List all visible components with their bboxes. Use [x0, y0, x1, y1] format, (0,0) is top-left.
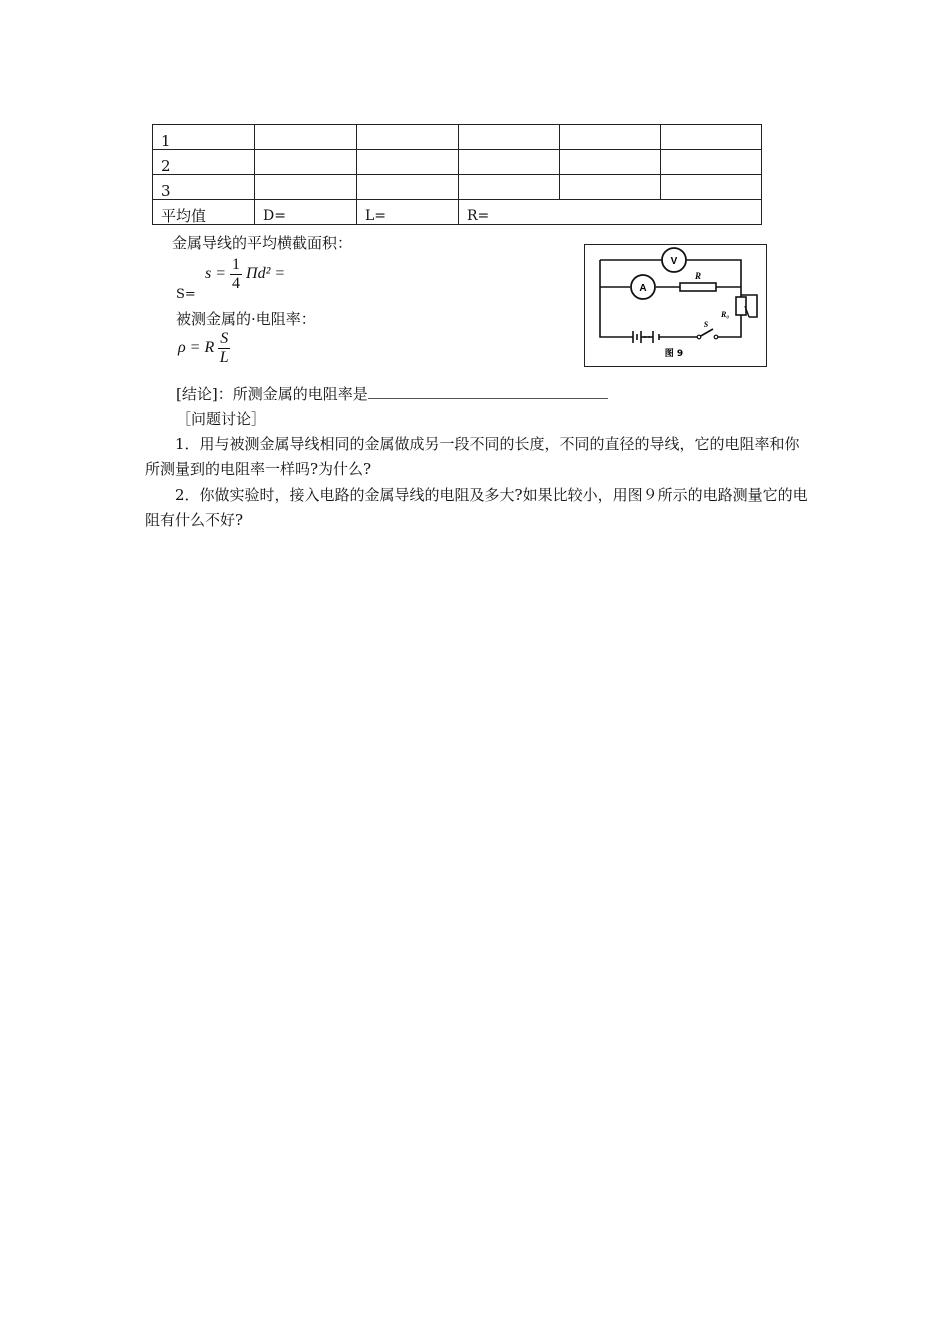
resistor-label: R	[694, 271, 702, 281]
resistivity-heading: 被测金属的·电阻率：	[176, 310, 316, 328]
table-cell	[255, 150, 357, 175]
table-cell	[560, 125, 661, 150]
resistivity-fraction	[218, 330, 230, 367]
area-frac-num: 1	[232, 256, 241, 273]
rheostat-label: R₀	[720, 310, 730, 319]
circuit-diagram	[585, 245, 766, 366]
average-row	[153, 200, 762, 225]
area-s-prefix: S=	[176, 287, 196, 302]
question-2: 2．你做实验时，接入电路的金属导线的电阻及多大?如果比较小，用图９所示的电路测量它的电阻有什么不好?	[145, 486, 808, 529]
area-lhs: s =	[205, 265, 227, 283]
average-r: R=	[459, 200, 762, 225]
measurement-table	[152, 124, 762, 225]
table-cell	[255, 125, 357, 150]
area-heading: 金属导线的平均横截面积：	[172, 234, 353, 252]
average-d: D=	[255, 200, 357, 225]
rheostat-icon	[736, 297, 746, 315]
table-cell	[661, 125, 762, 150]
battery-icon	[633, 331, 659, 343]
switch-icon	[697, 335, 701, 339]
table-cell	[459, 150, 560, 175]
table-row	[153, 125, 762, 150]
resistivity-formula	[178, 330, 230, 367]
area-rest: Πd² =	[246, 265, 286, 283]
area-fraction	[230, 256, 242, 293]
area-frac-den: 4	[232, 275, 241, 292]
resistivity-lhs: ρ = R	[178, 339, 215, 357]
voltmeter-label: V	[670, 256, 678, 267]
resistor-icon	[680, 283, 716, 291]
figure-caption: 图 9	[664, 349, 684, 359]
table-row	[153, 150, 762, 175]
table-cell	[560, 150, 661, 175]
table-cell	[357, 125, 459, 150]
table-cell	[357, 150, 459, 175]
answer-blank	[368, 384, 608, 399]
table-row	[153, 175, 762, 200]
table-cell	[255, 175, 357, 200]
row-label: 2	[153, 150, 255, 175]
switch-contact-icon	[714, 335, 718, 339]
discussion-heading: ［问题讨论］	[176, 410, 267, 428]
switch-label: S	[703, 320, 709, 329]
table-cell	[459, 125, 560, 150]
average-label: 平均值	[153, 200, 255, 225]
table-cell	[357, 175, 459, 200]
question-1: 1．用与被测金属导线相同的金属做成另一段不同的长度，不同的直径的导线，它的电阻率和你所测量到的电阻率一样吗?为什么?	[145, 435, 800, 478]
row-label: 1	[153, 125, 255, 150]
table-cell	[560, 175, 661, 200]
ammeter-label: A	[639, 283, 647, 294]
average-l: L=	[357, 200, 459, 225]
conclusion-line	[176, 383, 608, 405]
conclusion-label: [结论]：所测金属的电阻率是	[176, 385, 368, 403]
table-cell	[661, 175, 762, 200]
circuit-figure	[584, 244, 767, 367]
resistivity-frac-num: S	[220, 330, 229, 347]
table-cell	[661, 150, 762, 175]
table-cell	[459, 175, 560, 200]
resistivity-frac-den: L	[219, 349, 229, 366]
area-formula	[205, 256, 285, 293]
row-label: 3	[153, 175, 255, 200]
